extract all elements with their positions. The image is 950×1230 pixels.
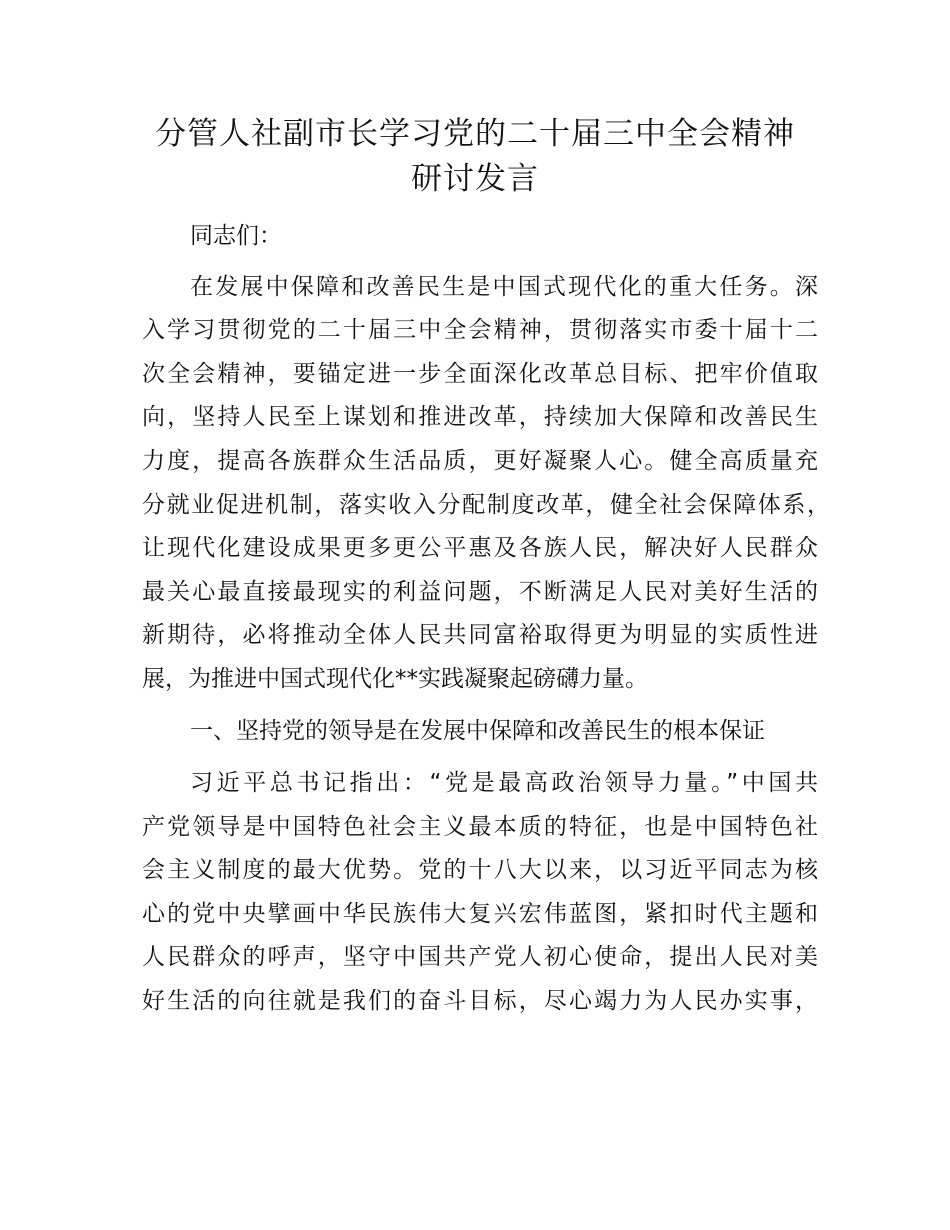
paragraph-2-line-3: 会主义制度的最大优势。党的十八大以来，以习近平同志为核 [142,857,818,883]
paragraph-2-line-2: 产党领导是中国特色社会主义最本质的特征，也是中国特色社 [142,814,818,840]
paragraph-1-line-9: 新期待，必将推动全体人民共同富裕取得更为明显的实质性进 [142,622,818,648]
document-title-line-2: 研讨发言 [411,161,539,197]
paragraph-1-line-5: 力度，提高各族群众生活品质，更好凝聚人心。健全高质量充 [142,448,818,474]
section-1-heading: 一、坚持党的领导是在发展中保障和改善民生的根本保证 [190,718,765,744]
paragraph-2-line-4: 心的党中央擘画中华民族伟大复兴宏伟蓝图，紧扣时代主题和 [142,901,818,927]
paragraph-1-line-6: 分就业促进机制，落实收入分配制度改革，健全社会保障体系， [142,492,830,518]
document-title-line-1: 分管人社副市长学习党的二十届三中全会精神 [155,116,795,152]
paragraph-2-line-1: 习近平总书记指出：“党是最高政治领导力量。”中国共 [190,770,818,796]
paragraph-1-line-4: 向，坚持人民至上谋划和推进改革，持续加大保障和改善民生 [142,404,818,430]
paragraph-1-line-7: 让现代化建设成果更多更公平惠及各族人民，解决好人民群众 [142,535,818,561]
paragraph-1-line-8: 最关心最直接最现实的利益问题，不断满足人民对美好生活的 [142,579,818,605]
salutation: 同志们： [190,223,282,249]
paragraph-1-line-10: 展，为推进中国式现代化**实践凝聚起磅礴力量。 [142,666,648,692]
paragraph-1-line-1: 在发展中保障和改善民生是中国式现代化的重大任务。深 [190,274,818,300]
paragraph-1-line-2: 入学习贯彻党的二十届三中全会精神，贯彻落实市委十届十二 [142,317,818,343]
paragraph-2-line-5: 人民群众的呼声，坚守中国共产党人初心使命，提出人民对美 [142,944,818,970]
paragraph-1-line-3: 次全会精神，要锚定进一步全面深化改革总目标、把牢价值取 [142,361,818,387]
paragraph-2-line-6: 好生活的向往就是我们的奋斗目标，尽心竭力为人民办实事， [142,988,818,1014]
